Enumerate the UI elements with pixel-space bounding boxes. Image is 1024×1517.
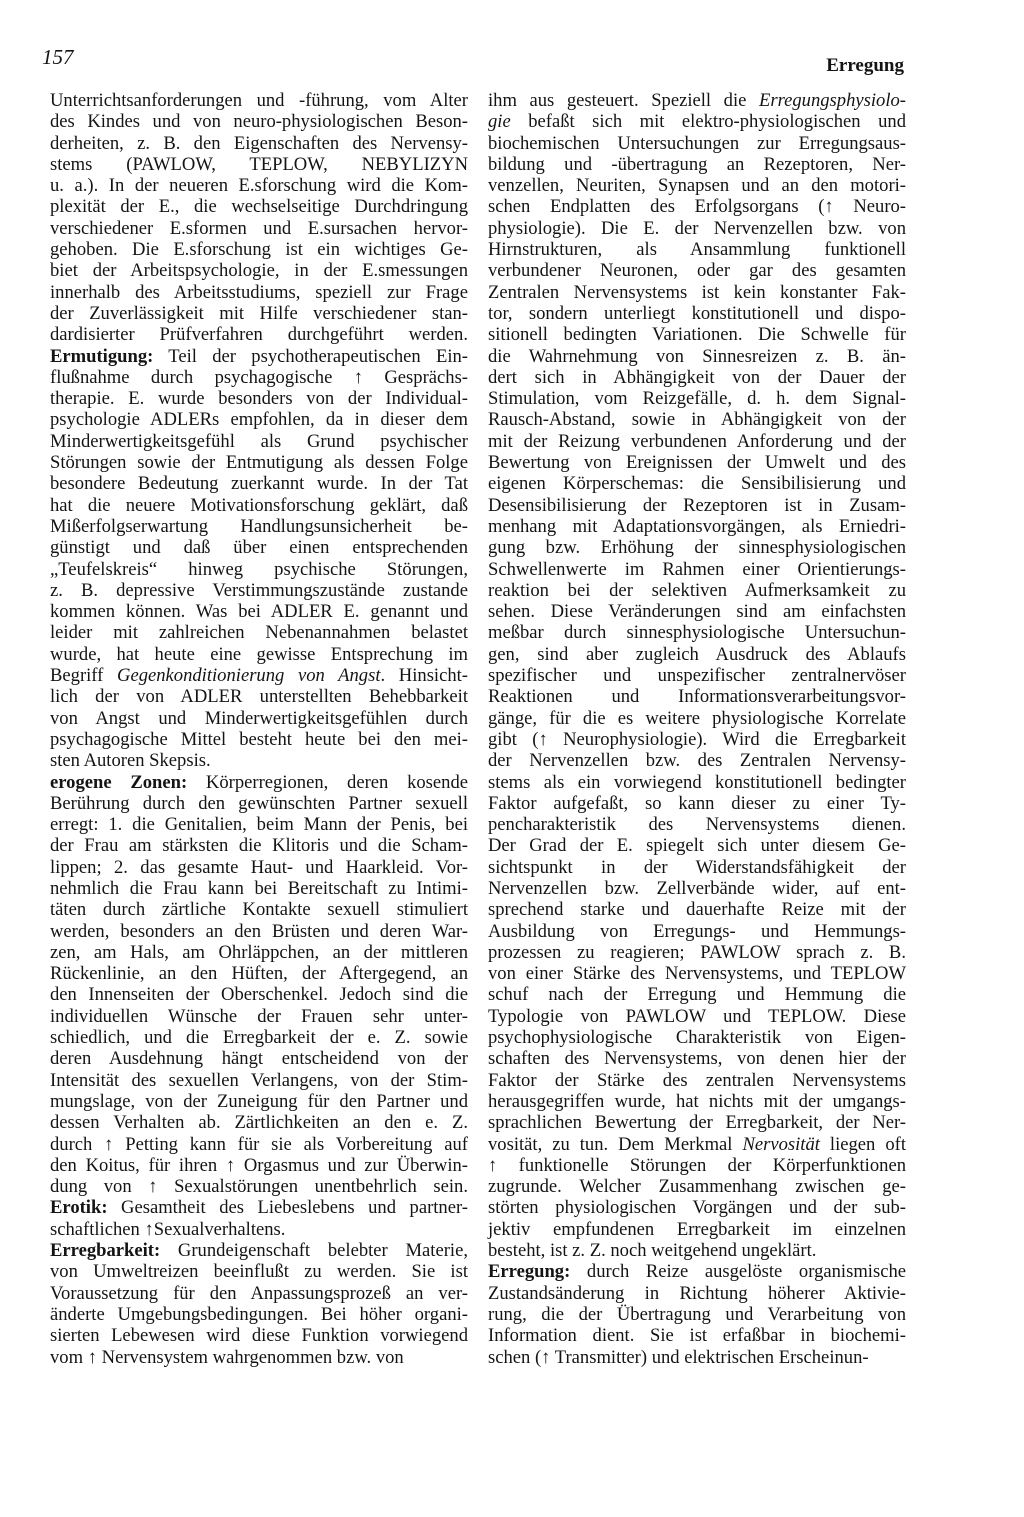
text-line xyxy=(488,1134,906,1155)
text-line: mit der Reizung verbundenen Anforderung und der xyxy=(488,430,906,452)
text-line: gung bzw. Erhöhung der sinnesphysiologischen xyxy=(488,537,906,559)
text-line: wurde, hat heute eine gewisse Entsprechung im xyxy=(50,643,468,665)
italic-term: Erregungsphysiolo- xyxy=(758,90,906,111)
text-line: besondere Bedeutung zuerkannt wurde. In der Tat xyxy=(50,473,468,495)
text-line: Mißerfolgserwartung Handlungsunsicherheit be- xyxy=(50,515,468,537)
text-line: den Innenseiten der Oberschenkel. Jedoch sind die xyxy=(50,984,468,1006)
entry-term: Erregbarkeit: xyxy=(50,1240,161,1262)
entry-line xyxy=(50,1240,468,1261)
italic-term: Gegenkonditionierung von Angst xyxy=(117,665,381,687)
text-line: von Angst und Minderwertigkeitsgefühlen durch xyxy=(50,707,468,729)
text-line: Zustandsänderung in Richtung höherer Aktivie- xyxy=(488,1282,906,1304)
text-line: deren Ausdehnung hängt entscheidend von der xyxy=(50,1048,468,1070)
text-line: venzellen, Neuriten, Synapsen und an den motori- xyxy=(488,175,906,197)
text-line: Ausbildung von Erregungs- und Hemmungs- xyxy=(488,920,906,942)
text-line: der Frau am stärksten die Klitoris und die Scham- xyxy=(50,835,468,857)
text-line: Faktor der Stärke des zentralen Nervensystems xyxy=(488,1069,906,1091)
text-line: dessen Verhalten ab. Zärtlichkeiten an den e. Z. xyxy=(50,1112,468,1134)
text-line: zen, am Hals, am Ohrläppchen, an der mittleren xyxy=(50,941,468,963)
entry-line xyxy=(488,1261,906,1282)
text-line xyxy=(488,111,906,132)
text-line: von einer Stärke des Nervensystems, und TEPLOW xyxy=(488,963,906,985)
text-line: biochemischen Untersuchungen zur Erregungsaus- xyxy=(488,132,906,154)
text-line: schen Endplatten des Erfolgsorgans (↑ Neuro- xyxy=(488,196,906,218)
text-line: u. a.). In der neueren E.sforschung wird die Kom- xyxy=(50,175,468,197)
text-segment: befaßt sich mit elektro-physiologischen und xyxy=(510,111,906,133)
text-line: des Kindes und von neuro-physiologischen Beson- xyxy=(50,111,468,133)
page-number: 157 xyxy=(42,45,74,69)
text-line: Rückenlinie, an den Hüften, der Aftergegend, an xyxy=(50,963,468,985)
text-line: den Koitus, für ihren ↑ Orgasmus und zur Überwin- xyxy=(50,1154,468,1176)
text-line: nehmlich die Frau kann bei Bereitschaft zu Intimi- xyxy=(50,877,468,899)
text-line: psychophysiologische Charakteristik von Eigen- xyxy=(488,1027,906,1049)
text-line: Zentralen Nervensystems ist kein konstanter Fak- xyxy=(488,281,906,303)
text-line: hat die neuere Motivationsforschung geklärt, daß xyxy=(50,494,468,516)
text-line: dung von ↑ Sexualstörungen unentbehrlich sein. xyxy=(50,1176,468,1198)
text-line: physiologie). Die E. der Nervenzellen bzw. von xyxy=(488,217,906,239)
text-line: leider mit zahlreichen Nebenannahmen belastet xyxy=(50,622,468,644)
text-line: zugrunde. Welcher Zusammenhang zwischen ge- xyxy=(488,1176,906,1198)
text-line: sierten Lebewesen wird diese Funktion vorwiegend xyxy=(50,1325,468,1347)
text-line: sehen. Diese Veränderungen sind am einfachsten xyxy=(488,601,906,623)
text-line: Nervenzellen bzw. Zellverbände wider, auf ent- xyxy=(488,877,906,899)
entry-text: Grundeigenschaft belebter Materie, xyxy=(160,1240,468,1262)
text-line: Stimulation, vom Reizgefälle, d. h. dem Signal- xyxy=(488,388,906,410)
text-line: verbundener Neuronen, oder gar des gesamten xyxy=(488,260,906,282)
entry-text: Körperregionen, deren kosende xyxy=(187,771,468,793)
text-segment: Begriff xyxy=(50,665,118,687)
text-line: verschiedener E.sformen und E.sursachen hervor- xyxy=(50,217,468,239)
italic-term: Nervosität xyxy=(742,1133,820,1155)
text-line: der Nervenzellen bzw. des Zentralen Nervensy- xyxy=(488,750,906,772)
text-line: Typologie von PAWLOW und TEPLOW. Diese xyxy=(488,1005,906,1027)
text-line: sprachlichen Bewertung der Erregbarkeit, der Ner- xyxy=(488,1112,906,1134)
text-line: Störungen sowie der Entmutigung als dessen Folge xyxy=(50,452,468,474)
text-line: therapie. E. wurde besonders von der Individual- xyxy=(50,388,468,410)
running-head: Erregung xyxy=(826,55,904,76)
text-line: prozessen zu reagieren; PAWLOW sprach z. B. xyxy=(488,941,906,963)
text-line: Intensität des sexuellen Verlangens, von der Stim- xyxy=(50,1069,468,1091)
text-line xyxy=(488,90,906,111)
text-line: reaktion bei der selektiven Aufmerksamkeit zu xyxy=(488,579,906,601)
text-line: vom ↑ Nervensystem wahrgenommen bzw. von xyxy=(50,1346,404,1368)
text-line: besteht, ist z. Z. noch weitgehend ungeklärt. xyxy=(488,1240,817,1262)
text-segment: . Hinsicht- xyxy=(380,665,469,687)
text-line: lippen; 2. das gesamte Haut- und Haarkleid. Vor- xyxy=(50,856,468,878)
entry-line xyxy=(50,346,468,367)
text-line: schen (↑ Transmitter) und elektrischen Erscheinun- xyxy=(488,1346,869,1368)
text-line: gen, sind aber zugleich Ausdruck des Ablaufs xyxy=(488,643,906,665)
text-line: spezifischer und unspezifischer zentralnervöser xyxy=(488,665,906,687)
text-segment: vosität, zu tun. Dem Merkmal xyxy=(488,1133,743,1155)
text-line: ↑ funktionelle Störungen der Körperfunktionen xyxy=(488,1154,906,1176)
text-line: Unterrichtsanforderungen und -führung, vom Alter xyxy=(50,90,468,111)
text-line: täten durch zärtliche Kontakte sexuell stimuliert xyxy=(50,899,468,921)
text-line: Information dient. Sie ist erfaßbar in biochemi- xyxy=(488,1325,906,1347)
text-line: Faktor aufgefaßt, so kann dieser zu einer Ty- xyxy=(488,792,906,814)
text-line: bildung und -übertragung an Rezeptoren, Ner- xyxy=(488,153,906,175)
entry-term: Erregung: xyxy=(488,1261,571,1283)
text-line: meßbar durch sinnesphysiologische Untersuchun- xyxy=(488,622,906,644)
text-line: biet der Arbeitspsychologie, in der E.smessungen xyxy=(50,260,468,282)
text-line: Minderwertigkeitsgefühl als Grund psychischer xyxy=(50,430,468,452)
text-line: plexität der E., die wechselseitige Durchdringung xyxy=(50,196,468,218)
text-line: sitionell bedingten Variationen. Die Schwelle für xyxy=(488,324,906,346)
text-line: gibt (↑ Neurophysiologie). Wird die Erregbarkeit xyxy=(488,728,906,750)
text-segment: ihm aus gesteuert. Speziell die xyxy=(488,90,759,111)
text-line: werden, besonders an den Brüsten und deren War- xyxy=(50,920,468,942)
text-line: eigenen Körperschemas: die Sensibilisierung und xyxy=(488,473,906,495)
text-line: durch ↑ Petting kann für sie als Vorbereitung auf xyxy=(50,1133,468,1155)
text-line: günstigt und daß über einen entsprechenden xyxy=(50,537,468,559)
text-line: mungslage, von der Zuneigung für den Partner und xyxy=(50,1090,468,1112)
text-line: änderte Umgebungsbedingungen. Bei höher organi- xyxy=(50,1303,468,1325)
entry-line xyxy=(50,772,468,793)
text-line: der Zuverlässigkeit mit Hilfe verschiedener stan- xyxy=(50,302,468,324)
entry-term: Ermutigung: xyxy=(50,345,154,367)
text-line: Rausch-Abstand, sowie in Abhängigkeit von der xyxy=(488,409,906,431)
text-line: rung, die der Übertragung und Verarbeitung von xyxy=(488,1303,906,1325)
text-line: stems (PAWLOW, TEPLOW, NEBYLIZYN xyxy=(50,153,468,175)
right-column xyxy=(488,90,906,1368)
text-line: von Umweltreizen beeinflußt zu werden. Sie ist xyxy=(50,1261,468,1283)
text-line xyxy=(50,665,468,686)
entry-text: Gesamtheit des Liebeslebens und partner- xyxy=(107,1197,468,1219)
entry-term: erogene Zonen: xyxy=(50,771,188,793)
text-line: Voraussetzung für den Anpassungsprozeß an ver- xyxy=(50,1282,468,1304)
text-line: Hirnstrukturen, als Ansammlung funktionell xyxy=(488,239,906,261)
text-line: dert sich in Abhängigkeit von der Dauer der xyxy=(488,366,906,388)
text-line: Berührung durch den gewünschten Partner sexuell xyxy=(50,792,468,814)
text-line: z. B. depressive Verstimmungszustände zustande xyxy=(50,579,468,601)
text-line: „Teufelskreis“ hinweg psychische Störungen, xyxy=(50,558,468,580)
text-line: störten physiologischen Vorgängen und der sub- xyxy=(488,1197,906,1219)
text-line: Desensibilisierung der Rezeptoren ist in Zusam- xyxy=(488,494,906,516)
entry-text: Teil der psychotherapeutischen Ein- xyxy=(153,345,468,367)
text-segment: liegen oft xyxy=(819,1133,906,1155)
text-line: die Wahrnehmung von Sinnesreizen z. B. än- xyxy=(488,345,906,367)
text-line: pencharakteristik des Nervensystems dienen. xyxy=(488,814,906,836)
text-line: Bewertung von Ereignissen der Umwelt und des xyxy=(488,452,906,474)
text-line: individuellen Wünsche der Frauen sehr unter- xyxy=(50,1005,468,1027)
text-line: gänge, für die es weitere physiologische Korrelate xyxy=(488,707,906,729)
entry-term: Erotik: xyxy=(50,1197,108,1219)
text-line: sichtspunkt in der Widerstandsfähigkeit der xyxy=(488,856,906,878)
text-line: psychologie ADLERs empfohlen, da in dieser dem xyxy=(50,409,468,431)
entry-text: durch Reize ausgelöste organismische xyxy=(570,1261,906,1283)
text-line: sprechend starke und dauerhafte Reize mit der xyxy=(488,899,906,921)
italic-term: gie xyxy=(488,111,511,133)
text-line: flußnahme durch psychagogische ↑ Gesprächs- xyxy=(50,366,468,388)
text-line: schaftlichen ↑Sexualverhaltens. xyxy=(50,1218,286,1240)
text-line: lich der von ADLER unterstellten Behebbarkeit xyxy=(50,686,468,708)
text-line: schiedlich, und die Erregbarkeit der e. Z. sowie xyxy=(50,1027,468,1049)
text-line: psychagogische Mittel besteht heute bei den mei- xyxy=(50,728,468,750)
text-line: Reaktionen und Informationsverarbeitungsvor- xyxy=(488,686,906,708)
text-line: kommen können. Was bei ADLER E. genannt und xyxy=(50,601,468,623)
text-line: jektiv empfundenen Erregbarkeit im einzelnen xyxy=(488,1218,906,1240)
text-line: schaften des Nervensystems, von denen hier der xyxy=(488,1048,906,1070)
text-line: menhang mit Adaptationsvorgängen, als Erniedri- xyxy=(488,515,906,537)
text-line: gehoben. Die E.sforschung ist ein wichtiges Ge- xyxy=(50,239,468,261)
text-line: erregt: 1. die Genitalien, beim Mann der Penis, bei xyxy=(50,814,468,836)
text-line: tor, sondern unterliegt konstitutionell und dispo- xyxy=(488,302,906,324)
text-line: stems als ein vorwiegend konstitutionell bedingter xyxy=(488,771,906,793)
text-line: innerhalb des Arbeitsstudiums, speziell zur Frage xyxy=(50,281,468,303)
text-line: Schwellenwerte im Rahmen einer Orientierungs- xyxy=(488,558,906,580)
left-column xyxy=(50,90,468,1368)
text-line: dardisierter Prüfverfahren durchgeführt werden. xyxy=(50,324,468,346)
text-line: Der Grad der E. spiegelt sich unter diesem Ge- xyxy=(488,835,906,857)
text-line: schuf nach der Erregung und Hemmung die xyxy=(488,984,906,1006)
text-line: herausgegriffen wurde, hat nichts mit der umgangs- xyxy=(488,1090,906,1112)
text-line: sten Autoren Skepsis. xyxy=(50,750,211,772)
text-line: derheiten, z. B. den Eigenschaften des Nervensy- xyxy=(50,132,468,154)
entry-line xyxy=(50,1197,468,1218)
